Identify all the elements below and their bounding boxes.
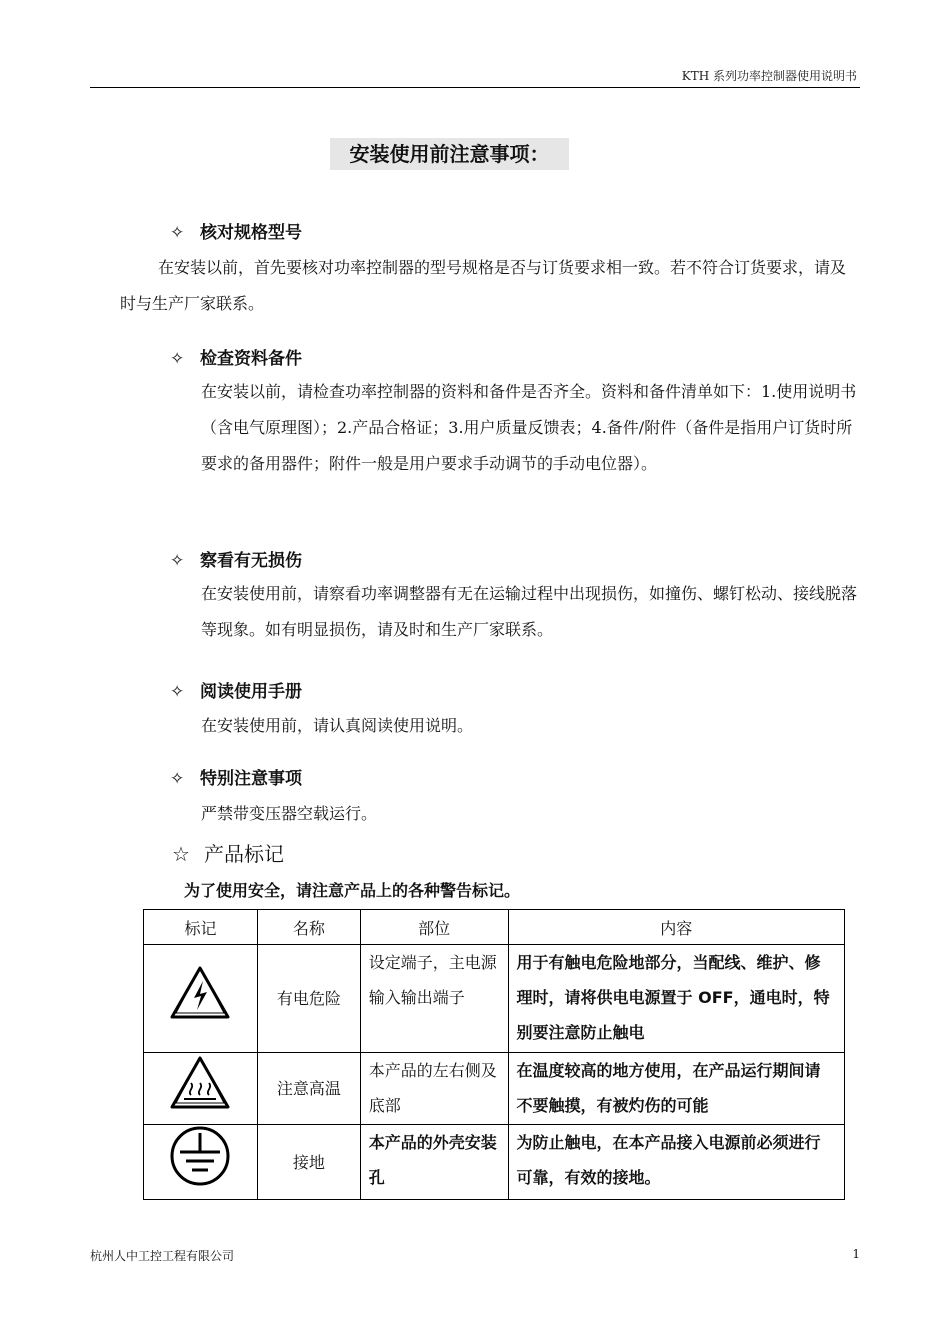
footer-company: 杭州人中工控工程有限公司 <box>90 1249 235 1263</box>
product-marks-intro: 为了使用安全，请注意产品上的各种警告标记。 <box>184 881 521 900</box>
page-title: 安装使用前注意事项： <box>330 138 569 170</box>
mark-name: 接地 <box>257 1125 360 1200</box>
diamond-star-icon: ✧ <box>170 223 185 243</box>
diamond-star-icon: ✧ <box>170 551 185 571</box>
electric-shock-warning-icon <box>169 965 231 1021</box>
section-heading-special-notes <box>170 764 302 789</box>
diamond-star-icon: ✧ <box>170 769 185 789</box>
ground-earth-icon <box>168 1125 232 1187</box>
star-outline-icon: ☆ <box>172 842 190 866</box>
section-heading-read-manual <box>170 677 302 702</box>
table-row <box>144 945 845 1053</box>
section-heading-docs-check <box>170 344 302 369</box>
section-text-docs-check: 在安装以前，请检查功率控制器的资料和备件是否齐全。资料和备件清单如下：1.使用说明书（含电气原理图）；2.产品合格证；3.用户质量反馈表；4.备件/附件（备件是指用户订货时所要求的备用器件；附件一般是用户要求手动调节的手动电位器）。 <box>201 382 857 473</box>
mark-location: 本产品的外壳安装孔 <box>360 1125 508 1200</box>
page-number: 1 <box>852 1247 860 1261</box>
mark-location: 本产品的左右侧及底部 <box>360 1053 508 1125</box>
section-heading-label: 检查资料备件 <box>200 349 302 369</box>
mark-location: 设定端子，主电源输入输出端子 <box>360 945 508 1053</box>
product-marks-heading <box>172 838 284 867</box>
diamond-star-icon: ✧ <box>170 349 185 369</box>
section-text-spec-check: 在安装以前，首先要核对功率控制器的型号规格是否与订货要求相一致。若不符合订货要求，请及时与生产厂家联系。 <box>120 258 847 313</box>
section-heading-damage-check <box>170 546 302 571</box>
warning-marks-table <box>143 909 845 1200</box>
mark-content: 在温度较高的地方使用，在产品运行期间请不要触摸，有被灼伤的可能 <box>508 1053 844 1125</box>
mark-cell <box>144 1125 258 1200</box>
product-marks-label: 产品标记 <box>204 842 284 866</box>
header-rule <box>90 87 860 88</box>
mark-content: 为防止触电，在本产品接入电源前必须进行可靠，有效的接地。 <box>508 1125 844 1200</box>
table-row <box>144 1125 845 1200</box>
section-text-read-manual: 在安装使用前，请认真阅读使用说明。 <box>201 716 474 735</box>
column-header: 内容 <box>508 910 844 945</box>
section-text-special-notes: 严禁带变压器空载运行。 <box>201 804 378 823</box>
mark-cell <box>144 1053 258 1125</box>
column-header: 名称 <box>257 910 360 945</box>
table-header-row <box>144 910 845 945</box>
hot-surface-warning-icon <box>169 1055 231 1111</box>
section-heading-label: 核对规格型号 <box>200 223 302 243</box>
section-heading-label: 阅读使用手册 <box>200 682 302 702</box>
column-header: 部位 <box>360 910 508 945</box>
running-header: KTH 系列功率控制器使用说明书 <box>681 69 857 83</box>
mark-name: 注意高温 <box>257 1053 360 1125</box>
section-heading-label: 察看有无损伤 <box>200 551 302 571</box>
column-header: 标记 <box>144 910 258 945</box>
mark-content: 用于有触电危险地部分，当配线、维护、修理时，请将供电电源置于 OFF，通电时，特别要注意防止触电 <box>508 945 844 1053</box>
section-heading-label: 特别注意事项 <box>200 769 302 789</box>
diamond-star-icon: ✧ <box>170 682 185 702</box>
section-text-damage-check: 在安装使用前，请察看功率调整器有无在运输过程中出现损伤，如撞伤、螺钉松动、接线脱落等现象。如有明显损伤，请及时和生产厂家联系。 <box>201 584 858 639</box>
section-heading-spec-check <box>170 218 302 243</box>
table-row <box>144 1053 845 1125</box>
mark-cell <box>144 945 258 1053</box>
mark-name: 有电危险 <box>257 945 360 1053</box>
